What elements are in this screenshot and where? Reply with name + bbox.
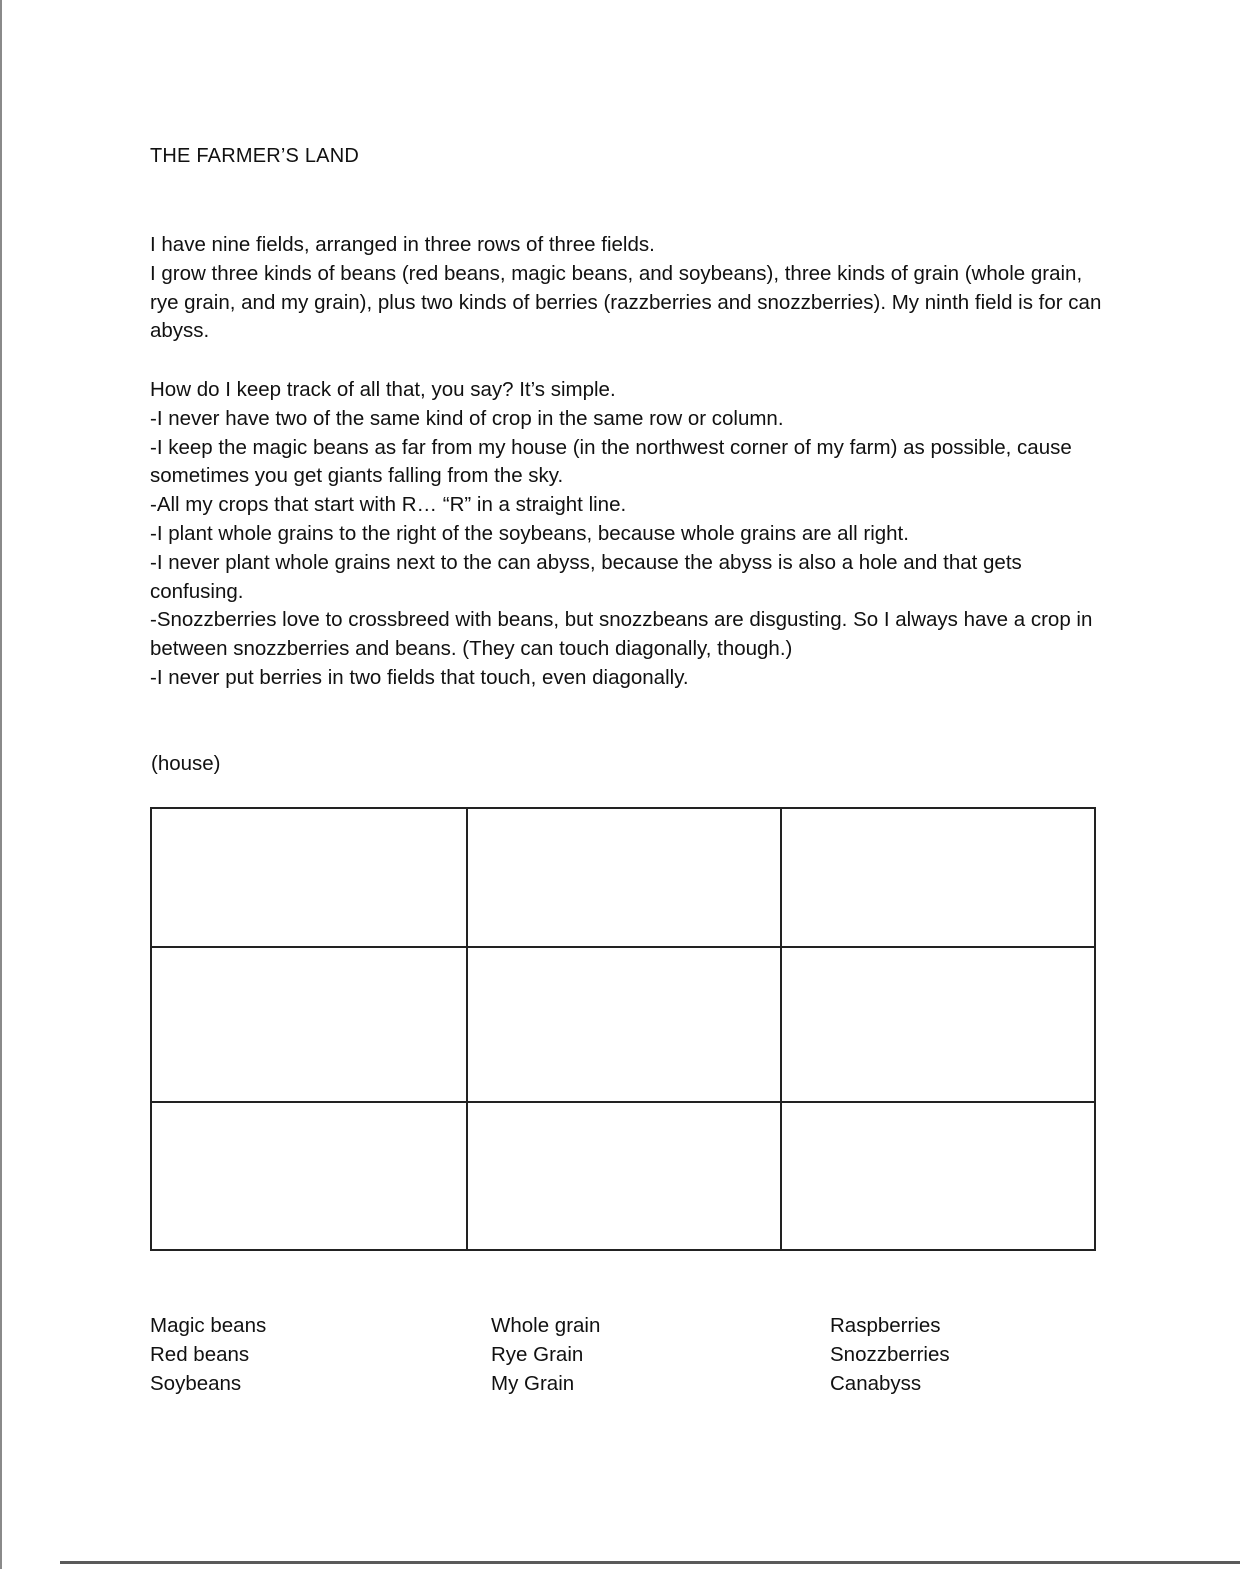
field-cell-r1c3[interactable]	[782, 809, 1094, 948]
rule-item: -I plant whole grains to the right of the soybeans, because whole grains are all right.	[150, 521, 909, 545]
crop-item: Whole grain	[491, 1314, 601, 1337]
page-title: THE FARMER’S LAND	[150, 145, 359, 167]
rule-item: -I never plant whole grains next to the can abyss, because the abyss is also a hole and that gets confusing.	[150, 550, 1022, 603]
field-cell-r3c1[interactable]	[152, 1103, 468, 1249]
field-grid	[150, 807, 1096, 1251]
field-cell-r1c1[interactable]	[152, 809, 468, 948]
scan-edge-left	[0, 0, 2, 1569]
crop-item: Raspberries	[830, 1314, 941, 1337]
crop-item: Snozzberries	[830, 1343, 950, 1366]
crop-item: Magic beans	[150, 1314, 267, 1337]
rule-item: -I never put berries in two fields that touch, even diagonally.	[150, 665, 689, 689]
intro-paragraph	[150, 231, 1110, 346]
rule-item: -Snozzberries love to crossbreed with beans, but snozzbeans are disgusting. So I always have a crop in between snozzberries and beans. (They can touch diagonally, though.)	[150, 608, 1093, 661]
field-cell-r2c1[interactable]	[152, 948, 468, 1103]
house-label: (house)	[151, 752, 221, 775]
scan-edge-bottom	[60, 1561, 1240, 1564]
field-cell-r2c3[interactable]	[782, 948, 1094, 1103]
intro-line: I have nine fields, arranged in three rows of three fields.	[150, 233, 655, 256]
intro-line: I grow three kinds of beans (red beans, magic beans, and soybeans), three kinds of grain (whole grain, rye grain, and my grain), plus two kinds of berries (razzberries and snozzberries). My ninth field is for can abyss.	[150, 261, 1102, 343]
field-cell-r1c2[interactable]	[468, 809, 782, 948]
field-cell-r3c2[interactable]	[468, 1103, 782, 1249]
rule-item: -I keep the magic beans as far from my house (in the northwest corner of my farm) as possible, cause sometimes you get giants falling from the sky.	[150, 435, 1072, 488]
crop-item: Soybeans	[150, 1372, 242, 1395]
rule-item: -All my crops that start with R… “R” in a straight line.	[150, 493, 627, 517]
crop-item: Red beans	[150, 1343, 250, 1366]
field-cell-r2c2[interactable]	[468, 948, 782, 1103]
crop-item: Canabyss	[830, 1372, 922, 1395]
crop-item: My Grain	[491, 1372, 575, 1395]
rule-item: -I never have two of the same kind of crop in the same row or column.	[150, 406, 784, 430]
crop-list-beans	[150, 1311, 266, 1398]
crop-item: Rye Grain	[491, 1343, 584, 1366]
rules-intro: How do I keep track of all that, you say? It’s simple.	[150, 378, 616, 401]
rules-list	[150, 376, 1110, 693]
field-cell-r3c3[interactable]	[782, 1103, 1094, 1249]
crop-list-grains	[491, 1311, 600, 1398]
crop-list-berries	[830, 1311, 950, 1398]
